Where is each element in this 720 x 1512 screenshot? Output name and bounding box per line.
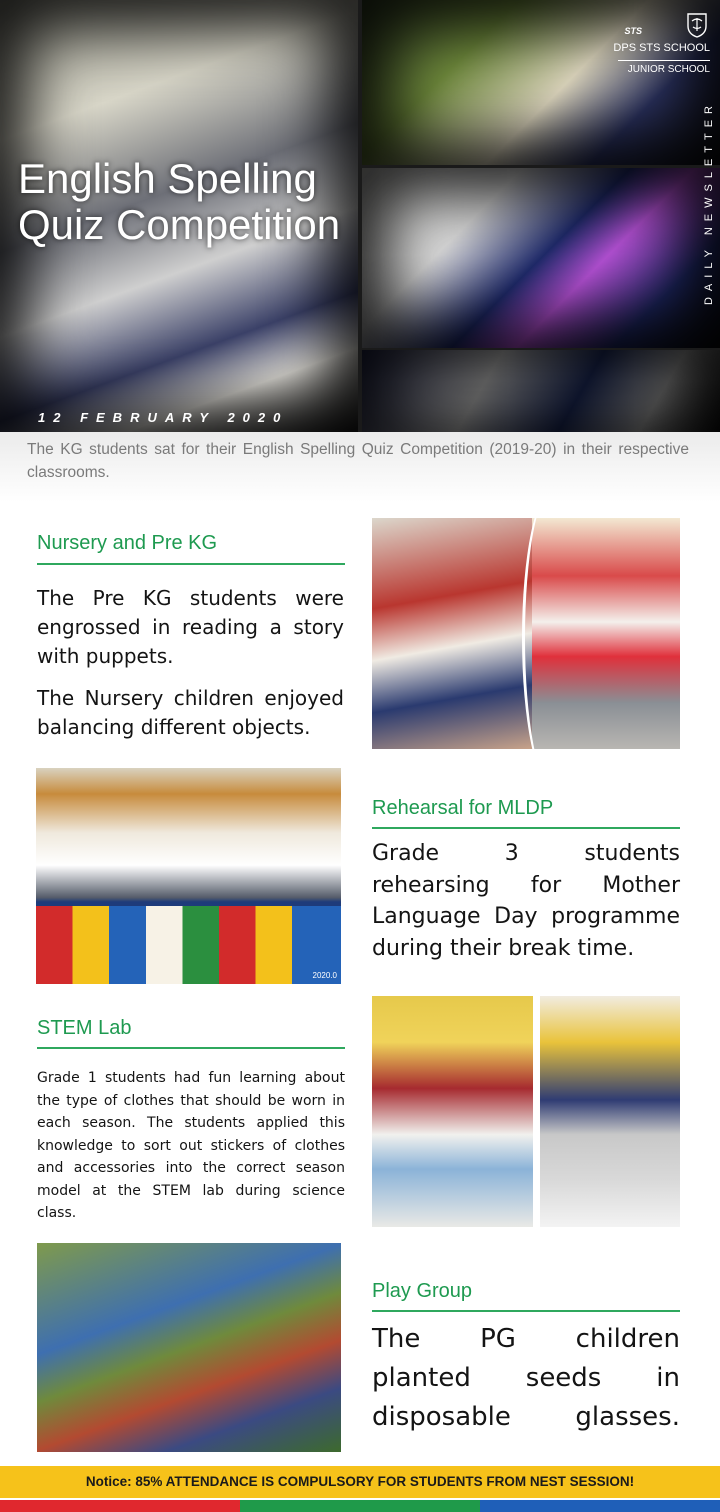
intro-text: The KG students sat for their English Spelling Quiz Competition (2019-20) in their respective classrooms. [27, 441, 689, 481]
photo-stem-lab-1 [372, 996, 533, 1227]
playgroup-paragraph: The PG children planted seeds in disposable glasses. [372, 1324, 680, 1432]
school-divider [618, 60, 710, 61]
page-title-line1: English Spelling [18, 155, 317, 202]
photo-mldp-rehearsal [36, 768, 341, 984]
school-crest-icon [686, 12, 708, 38]
footer-stripe-green [240, 1500, 480, 1512]
school-name: DPS STS SCHOOL [613, 42, 710, 54]
hero-photo-classroom-bottom-right [362, 350, 720, 432]
notice-text: Notice: 85% ATTENDANCE IS COMPULSORY FOR STUDENTS FROM NEST SESSION! [85, 1474, 635, 1489]
photo-date-stamp: 2020.0 [312, 971, 337, 980]
photo-mosaic-floor [36, 906, 341, 984]
nursery-paragraph-2: The Nursery children enjoyed balancing different objects. [37, 686, 344, 739]
section-heading-stem: STEM Lab [37, 1017, 132, 1039]
section-heading-playgroup: Play Group [372, 1280, 473, 1302]
school-subtitle: JUNIOR SCHOOL [627, 64, 710, 75]
photo-playgroup-planting [37, 1243, 341, 1452]
page-title [18, 156, 378, 248]
photo-curve-divider [522, 518, 585, 749]
sts-logo-mark: STS [624, 26, 642, 36]
section-heading-nursery: Nursery and Pre KG [37, 532, 218, 554]
photo-stem-lab-2 [540, 996, 680, 1227]
newsletter-label: DAILY NEWSLETTER [703, 100, 715, 306]
page-title-line2: Quiz Competition [18, 201, 341, 248]
hero-photo-classroom-top-right [362, 0, 720, 165]
issue-date: 12 FEBRUARY 2020 [38, 410, 289, 425]
section-divider-nursery [37, 563, 345, 565]
nursery-paragraph-1: The Pre KG students were engrossed in reading a story with puppets. [37, 586, 344, 668]
section-divider-mldp [372, 827, 680, 829]
photo-nursery-prekg [372, 518, 680, 749]
hero-photo-student-writing [362, 168, 720, 348]
footer-stripe-red [0, 1500, 240, 1512]
section-divider-stem [37, 1047, 345, 1049]
photo-prekg-puppets [372, 518, 537, 749]
hero-banner [0, 0, 720, 432]
stem-paragraph: Grade 1 students had fun learning about the type of clothes that should be worn in each season. The students applied this knowledge to sort out stickers of clothes and accessories into the correct season model at the STEM lab during science class. [37, 1070, 345, 1221]
footer-stripe-blue [480, 1500, 720, 1512]
mldp-paragraph: Grade 3 students rehearsing for Mother Language Day programme during their break time. [372, 841, 680, 961]
section-heading-mldp: Rehearsal for MLDP [372, 797, 554, 819]
section-divider-playgroup [372, 1310, 680, 1312]
